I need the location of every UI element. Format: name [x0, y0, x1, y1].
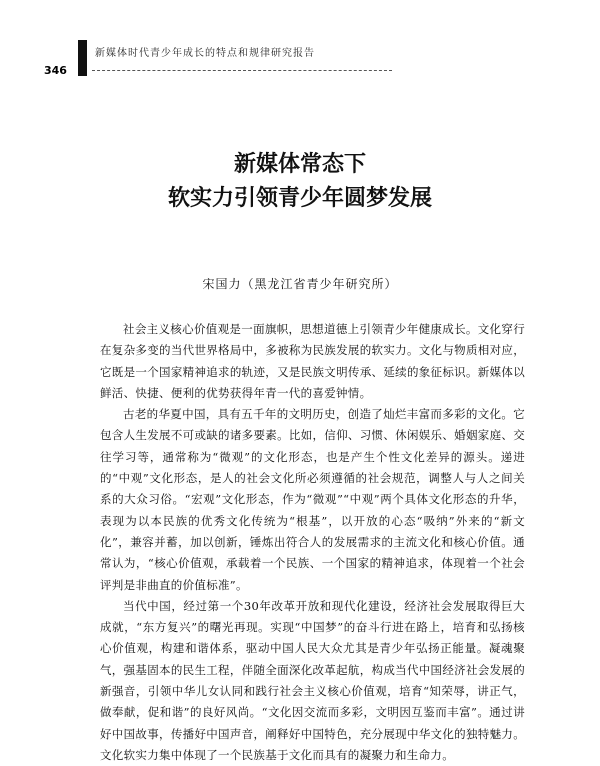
article-title: [0, 148, 600, 216]
page-number: 346: [44, 64, 67, 77]
paragraph-1: 社会主义核心价值观是一面旗帜，思想道德上引领青少年健康成长。文化穿行在复杂多变的当代世界格局中，多被称为民族发展的软实力。文化与物质相对应，它既是一个国家精神追求的轨迹，又是民族文明传承、延续的象征标识。新媒体以鲜活、快捷、便利的优势获得年青一代的喜爱钟情。: [100, 322, 525, 400]
author-byline: 宋国力（黑龙江省青少年研究所）: [202, 277, 398, 291]
header-bar: [78, 40, 87, 76]
paragraph-2: 古老的华夏中国，具有五千年的文明历史，创造了灿烂丰富而多彩的文化。它包含人生发展不可或缺的诸多要素。比如，信仰、习惯、休闲娱乐、婚姻家庭、交往学习等，通常称为“微观”的文化形态，也是产生个性文化差异的源头。递进的“中观”文化形态，是人的社会文化所必须遵循的社会规范，调整人与人之间关系的大众习俗。“宏观”文化形态，作为“微观”“中观”两个具体文化形态的升华，表现为以本民族的优秀文化传统为“根基”，以开放的心态“吸纳”外来的“新文化”，兼容并蓄，加以创新，锤炼出符合人的发展需求的主流文化和核心价值。通常认为，“核心价值观，承载着一个民族、一个国家的精神追求，体现着一个社会评判是非曲直的价值标准”。: [100, 407, 525, 592]
header-rule: [92, 70, 392, 71]
paragraph-3: 当代中国，经过第一个30年改革开放和现代化建设，经济社会发展取得巨大成就，“东方复兴”的曙光再现。实现“中国梦”的奋斗行进在路上，培育和弘扬核心价值观，构建和谐体系，驱动中国人民大众尤其是青少年弘扬正能量。凝魂聚气，强基固本的民生工程，伴随全面深化改革起航，构成当代中国经济社会发展的新强音，引领中华儿女认同和践行社会主义核心价值观，培育“知荣辱，讲正气，做奉献，促和谐”的良好风尚。“文化因交流而多彩，文明因互鉴而丰富”。通过讲好中国故事，传播好中国声音，阐释好中国特色，充分展现中华文化的独特魅力。文化软实力集中体现了一个民族基于文化而具有的凝聚力和生命力。: [100, 598, 525, 762]
article-title-line-1: 新媒体常态下: [233, 152, 366, 177]
article-title-line-2: 软实力引领青少年圆梦发展: [167, 186, 432, 211]
article-body: [100, 319, 525, 766]
running-title: 新媒体时代青少年成长的特点和规律研究报告: [95, 48, 315, 59]
